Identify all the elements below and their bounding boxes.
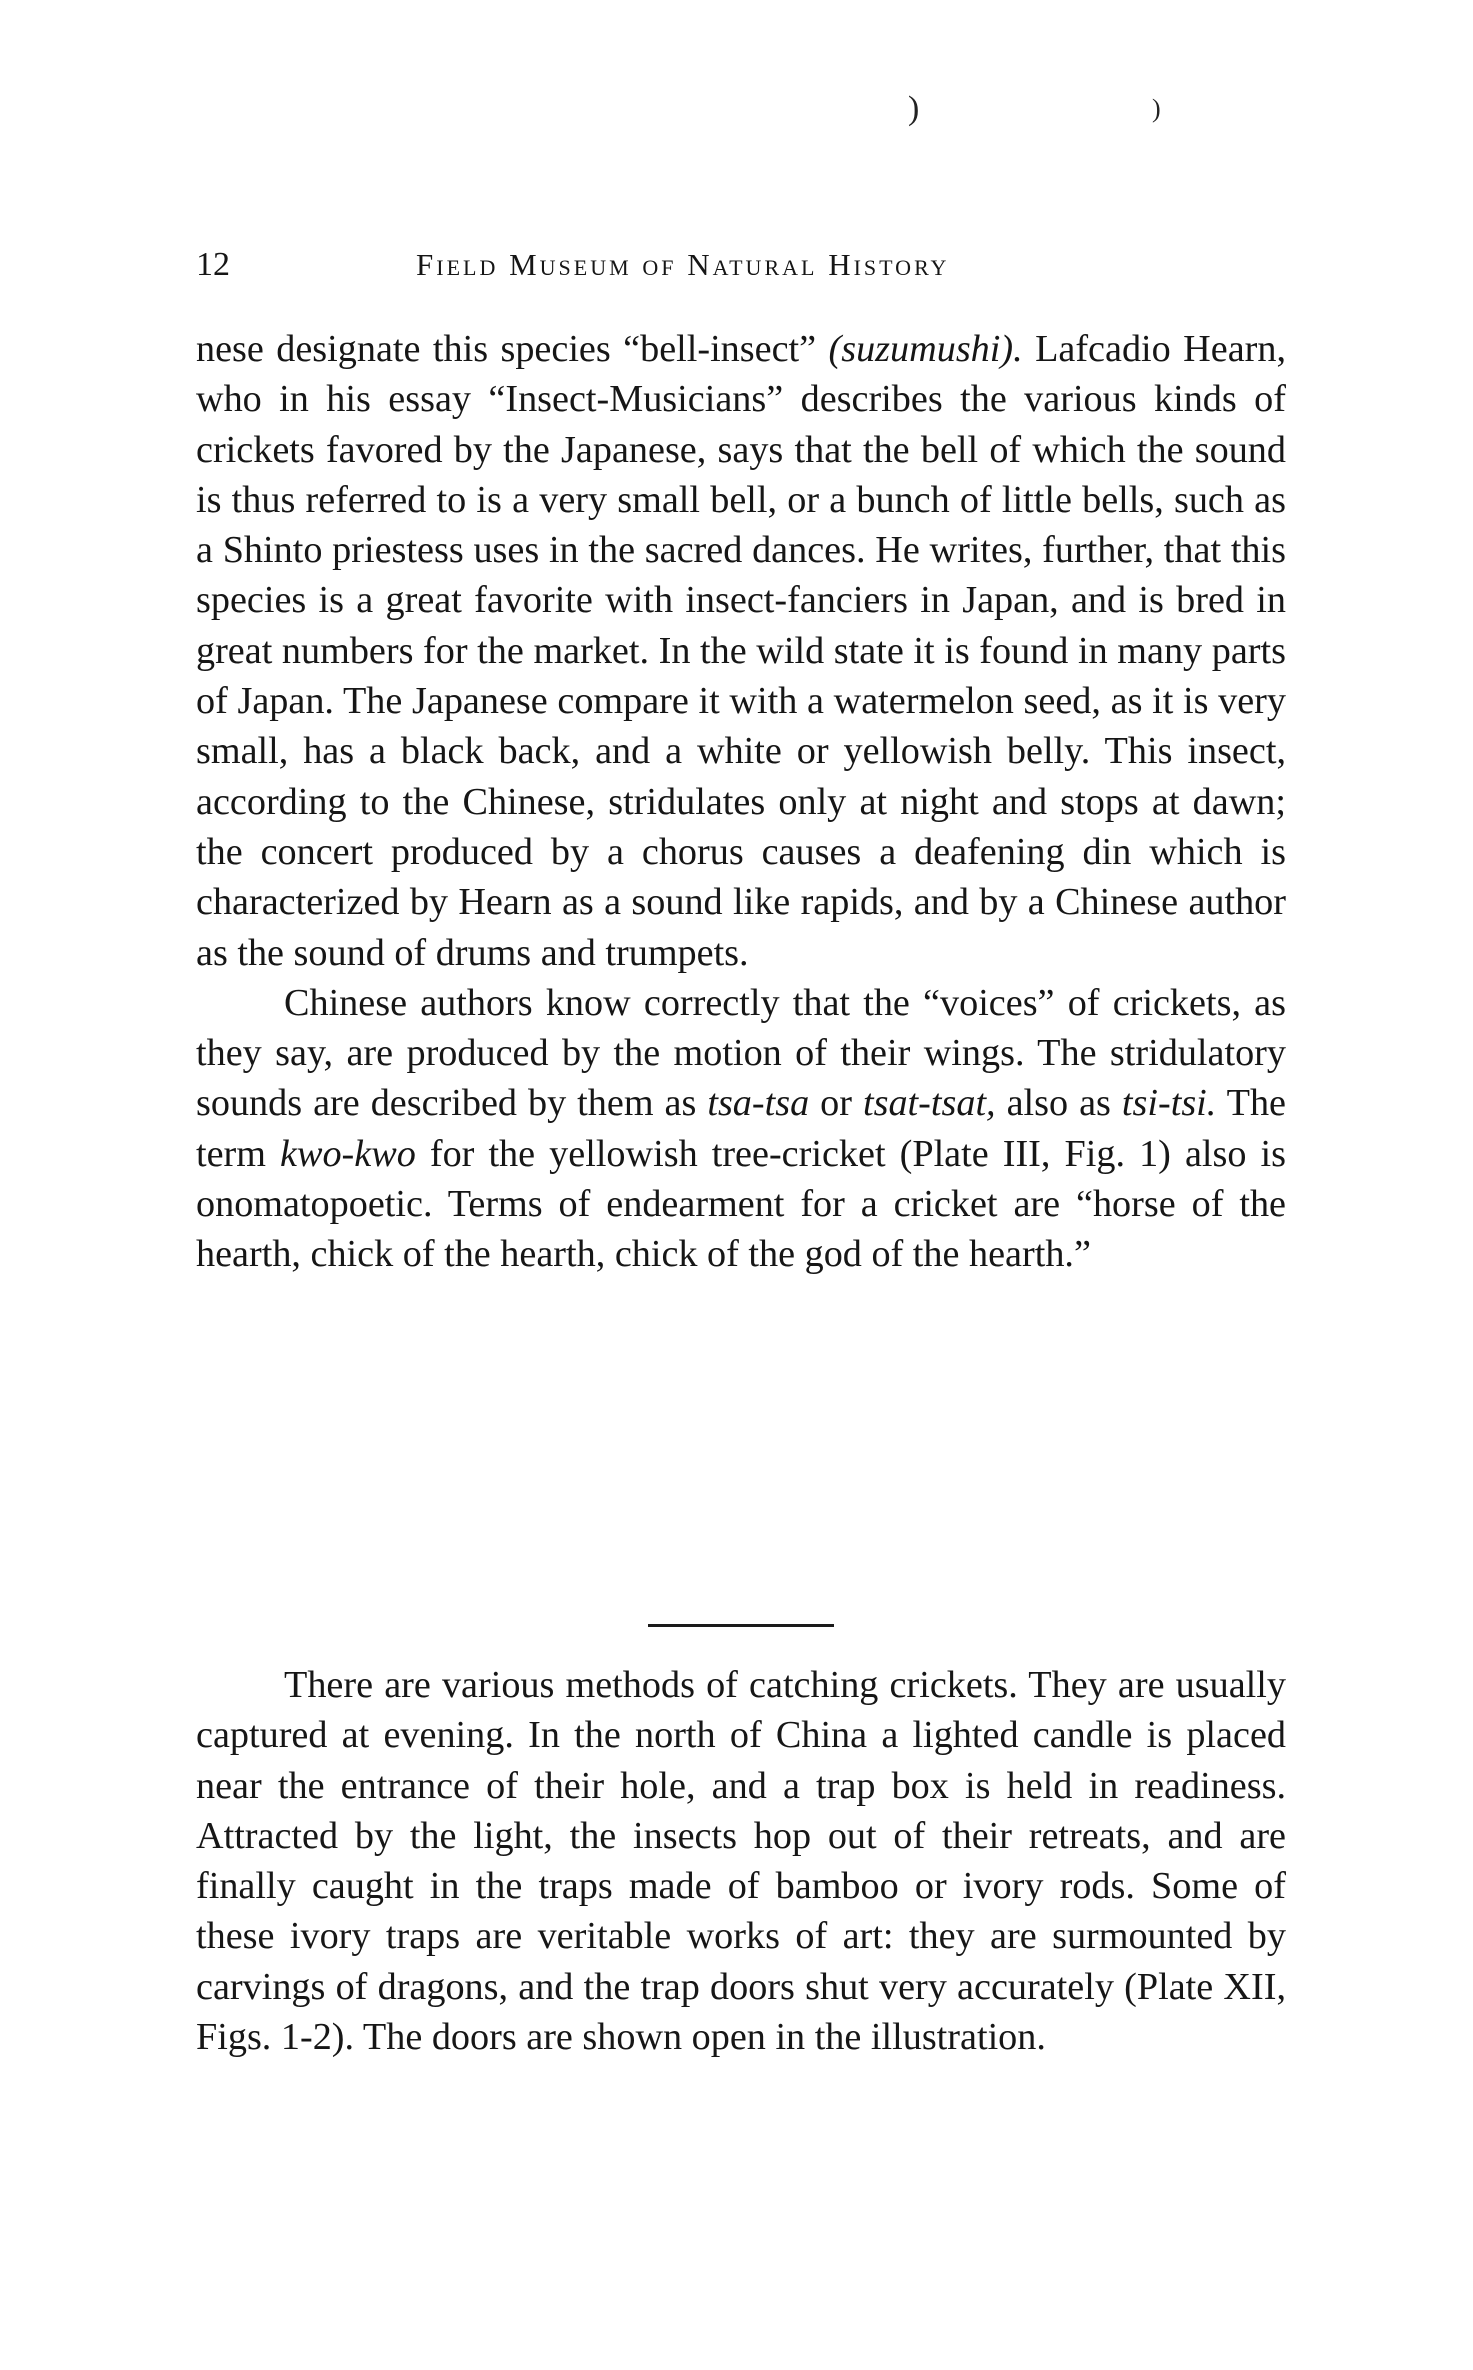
italic-term: (suzumushi). bbox=[828, 328, 1023, 370]
paragraph-3: There are various methods of catching crickets. They are usually captured at evening. In the north of China a lighted candle is placed near the entrance of their hole, and a trap box is held in readiness. Attracted by the light, the insects hop out of their retreats, and are finally caught in the traps made of bamboo or ivory rods. Some of these ivory traps are veritable works of art: they are surmounted by carvings of dragons, and the trap doors shut very accurately (Plate XII, Figs. 1-2). The doors are shown open in the illustration. bbox=[196, 1664, 1286, 2059]
running-head: Field Museum of Natural History bbox=[416, 247, 950, 282]
scan-mark-right: ) bbox=[1152, 94, 1161, 123]
page-number: 12 bbox=[196, 246, 230, 283]
italic-term: kwo-kwo bbox=[280, 1132, 416, 1175]
scan-mark-left: ) bbox=[908, 90, 920, 127]
paragraph-1: nese designate this species “bell-insect” (suzumushi). Lafcadio Hearn, who in his essay “Insect-Musicians” describes the various kinds of crickets favored by the Japanese, says that the bell of which the sound is thus referred to is a very small bell, or a bunch of little bells, such as a Shinto priestess uses in the sacred dances. He writes, further, that this species is a great favorite with insect-fanciers in Japan, and is bred in great numbers for the market. In the wild state it is found in many parts of Japan. The Japanese compare it with a watermelon seed, as it is very small, has a black back, and a white or yellowish belly. This insect, according to the Chinese, stridulates only at night and stops at dawn; the concert produced by a chorus causes a deafening din which is characterized by Hearn as a sound like rapids, and by a Chinese author as the sound of drums and trumpets. bbox=[196, 328, 1286, 974]
italic-term: tsi-tsi. bbox=[1121, 1082, 1217, 1125]
text-block-top bbox=[196, 324, 1286, 1280]
section-divider bbox=[648, 1624, 834, 1627]
paragraph-2: Chinese authors know correctly that the “voices” of crickets, as they say, are produced by the motion of their wings. The stridulatory sounds are described by them as tsa-tsa or tsat-tsat, also as tsi-tsi. The term kwo-kwo for the yellowish tree-cricket (Plate III, Fig. 1) also is onomatopoetic. Terms of endearment for a cricket are “horse of the hearth, chick of the hearth, chick of the god of the hearth.” bbox=[196, 981, 1287, 1276]
text-block-bottom bbox=[196, 1660, 1286, 2062]
page-header bbox=[196, 240, 1276, 290]
italic-term: tsa-tsa bbox=[707, 1082, 810, 1125]
italic-term: tsat-tsat, bbox=[862, 1082, 996, 1125]
